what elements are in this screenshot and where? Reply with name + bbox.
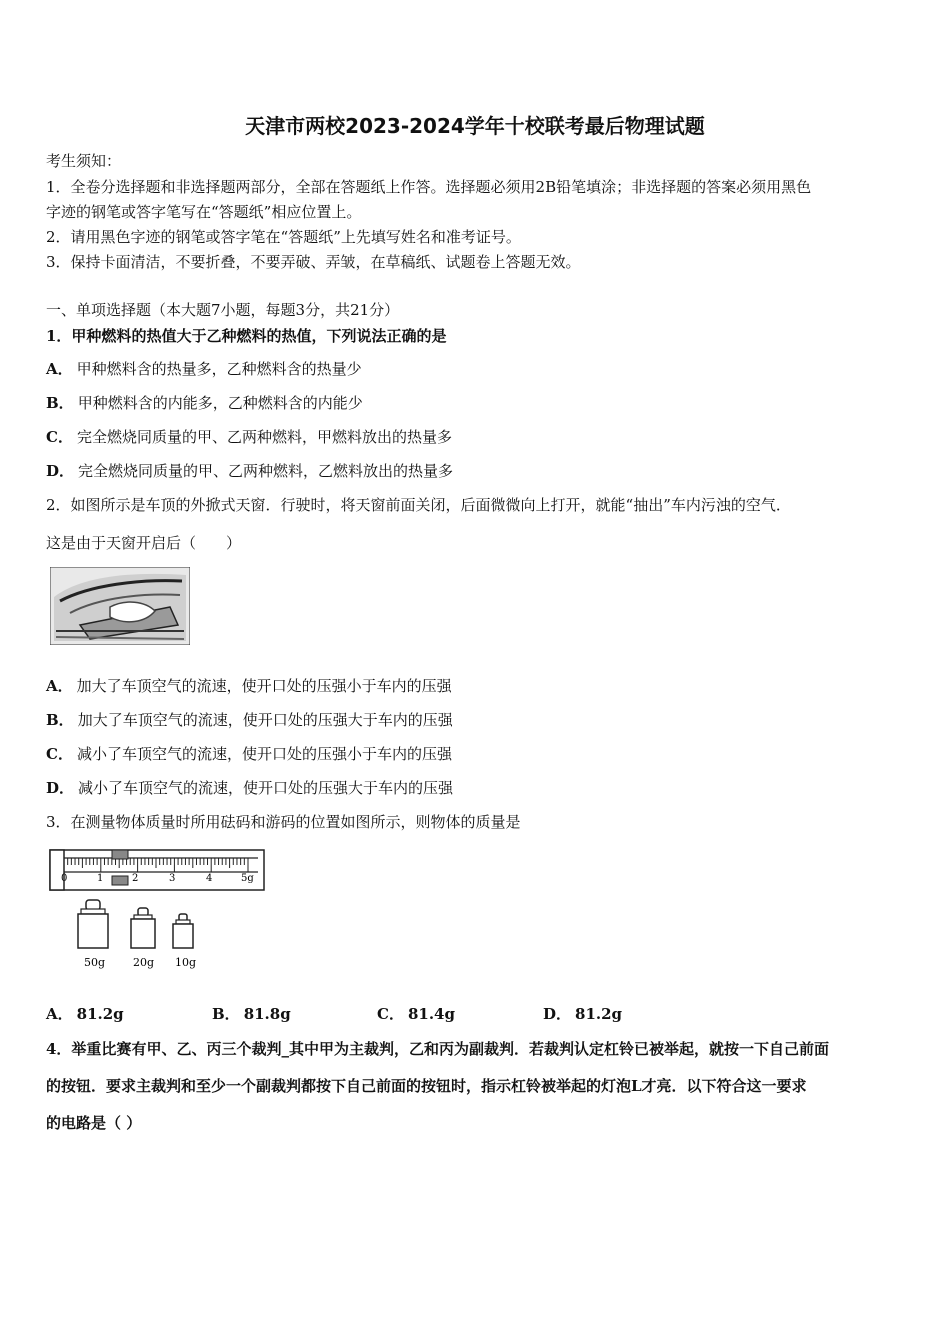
- q3-option-d: [543, 1004, 622, 1024]
- rider-top: [112, 850, 128, 859]
- weight-label-20g: 20g: [133, 956, 155, 969]
- option-text: 甲种燃料含的内能多，乙种燃料含的内能少: [77, 394, 363, 412]
- option-letter: D．: [46, 779, 75, 797]
- option-letter: C．: [46, 428, 73, 446]
- option-text: 减小了车顶空气的流速，使开口处的压强小于车内的压强: [76, 745, 452, 763]
- weight-50g: [78, 900, 108, 948]
- option-text: 81.2g: [575, 1005, 623, 1023]
- q1-option-c: [46, 427, 452, 447]
- beam-end-left: [50, 850, 64, 890]
- option-text: 完全燃烧同质量的甲、乙两种燃料，甲燃料放出的热量多: [76, 428, 452, 446]
- notice-item-1-line-1: 1．全卷分选择题和非选择题两部分，全部在答题纸上作答。选择题必须用2B铅笔填涂；非选择题的答案必须用黑色: [46, 178, 812, 196]
- option-text: 81.2g: [76, 1005, 124, 1023]
- weight-label-50g: 50g: [84, 956, 106, 969]
- page-title: 天津市两校2023-2024学年十校联考最后物理试题: [245, 114, 705, 138]
- option-letter: C．: [377, 1005, 404, 1023]
- q3-option-b: [212, 1004, 291, 1024]
- option-letter: D．: [543, 1005, 572, 1023]
- scale-label-1: 1: [97, 873, 104, 884]
- q3-option-a: [46, 1004, 124, 1024]
- weight-10g: [173, 914, 193, 948]
- q1-option-d: [46, 461, 453, 481]
- q4-stem-line-2: 的按钮．要求主裁判和至少一个副裁判都按下自己前面的按钮时，指示杠铃被举起的灯泡L才亮．以下符合这一要求: [46, 1077, 807, 1095]
- scale-label-3: 3: [169, 873, 176, 884]
- q1-stem: 1．甲种燃料的热值大于乙种燃料的热值，下列说法正确的是: [46, 327, 447, 345]
- option-letter: C．: [46, 745, 73, 763]
- scale-label-4: 4: [206, 873, 213, 884]
- q3-option-c: [377, 1004, 455, 1024]
- q3-stem: 3．在测量物体质量时所用砝码和游码的位置如图所示，则物体的质量是: [46, 813, 521, 831]
- q2-option-d: [46, 778, 453, 798]
- option-letter: D．: [46, 462, 75, 480]
- scale-label-0: 0: [61, 873, 68, 884]
- q2-option-c: [46, 744, 452, 764]
- weight-label-10g: 10g: [175, 956, 197, 969]
- scale-label-5: 5g: [241, 873, 254, 884]
- option-text: 减小了车顶空气的流速，使开口处的压强大于车内的压强: [78, 779, 454, 797]
- q1-option-a: [46, 359, 362, 379]
- weight-20g: [131, 908, 155, 948]
- option-text: 81.8g: [243, 1005, 291, 1023]
- sunroof-image: [50, 567, 190, 645]
- q4-stem-line-1: 4．举重比赛有甲、乙、丙三个裁判_其中甲为主裁判，乙和丙为副裁判．若裁判认定杠铃已被举起，就按一下自己前面: [46, 1040, 829, 1058]
- q2-stem-line-1: 2．如图所示是车顶的外掀式天窗．行驶时，将天窗前面关闭，后面微微向上打开，就能“抽出”车内污浊的空气．: [46, 496, 791, 514]
- option-letter: B．: [212, 1005, 240, 1023]
- option-text: 加大了车顶空气的流速，使开口处的压强大于车内的压强: [77, 711, 453, 729]
- notice-item-2: 2．请用黑色字迹的钢笔或答字笔在“答题纸”上先填写姓名和准考证号。: [46, 228, 521, 246]
- scale-label-2: 2: [132, 873, 139, 884]
- q1-option-b: [46, 393, 363, 413]
- option-letter: B．: [46, 394, 74, 412]
- balance-svg: [48, 846, 268, 972]
- option-text: 甲种燃料含的热量多，乙种燃料含的热量少: [76, 360, 362, 378]
- q4-stem-line-3: 的电路是（ ）: [46, 1114, 142, 1132]
- q2-stem-line-2: 这是由于天窗开启后（ ）: [46, 534, 242, 552]
- notice-item-1-line-2: 字迹的钢笔或答字笔写在“答题纸”相应位置上。: [46, 203, 362, 221]
- q2-option-b: [46, 710, 453, 730]
- option-text: 加大了车顶空气的流速，使开口处的压强小于车内的压强: [76, 677, 452, 695]
- beam-frame: [50, 850, 264, 890]
- option-letter: A．: [46, 360, 73, 378]
- notice-heading: 考生须知：: [46, 152, 122, 170]
- rider-bottom: [112, 876, 128, 885]
- option-text: 81.4g: [407, 1005, 455, 1023]
- q2-option-a: [46, 676, 452, 696]
- sunroof-figure: [50, 567, 190, 645]
- section-heading: 一、单项选择题（本大题7小题，每题3分，共21分）: [46, 301, 400, 319]
- option-text: 完全燃烧同质量的甲、乙两种燃料，乙燃料放出的热量多: [78, 462, 454, 480]
- option-letter: A．: [46, 1005, 73, 1023]
- option-letter: B．: [46, 711, 74, 729]
- option-letter: A．: [46, 677, 73, 695]
- notice-item-3: 3．保持卡面清洁，不要折叠，不要弄破、弄皱，在草稿纸、试题卷上答题无效。: [46, 253, 581, 271]
- balance-figure: [48, 846, 268, 972]
